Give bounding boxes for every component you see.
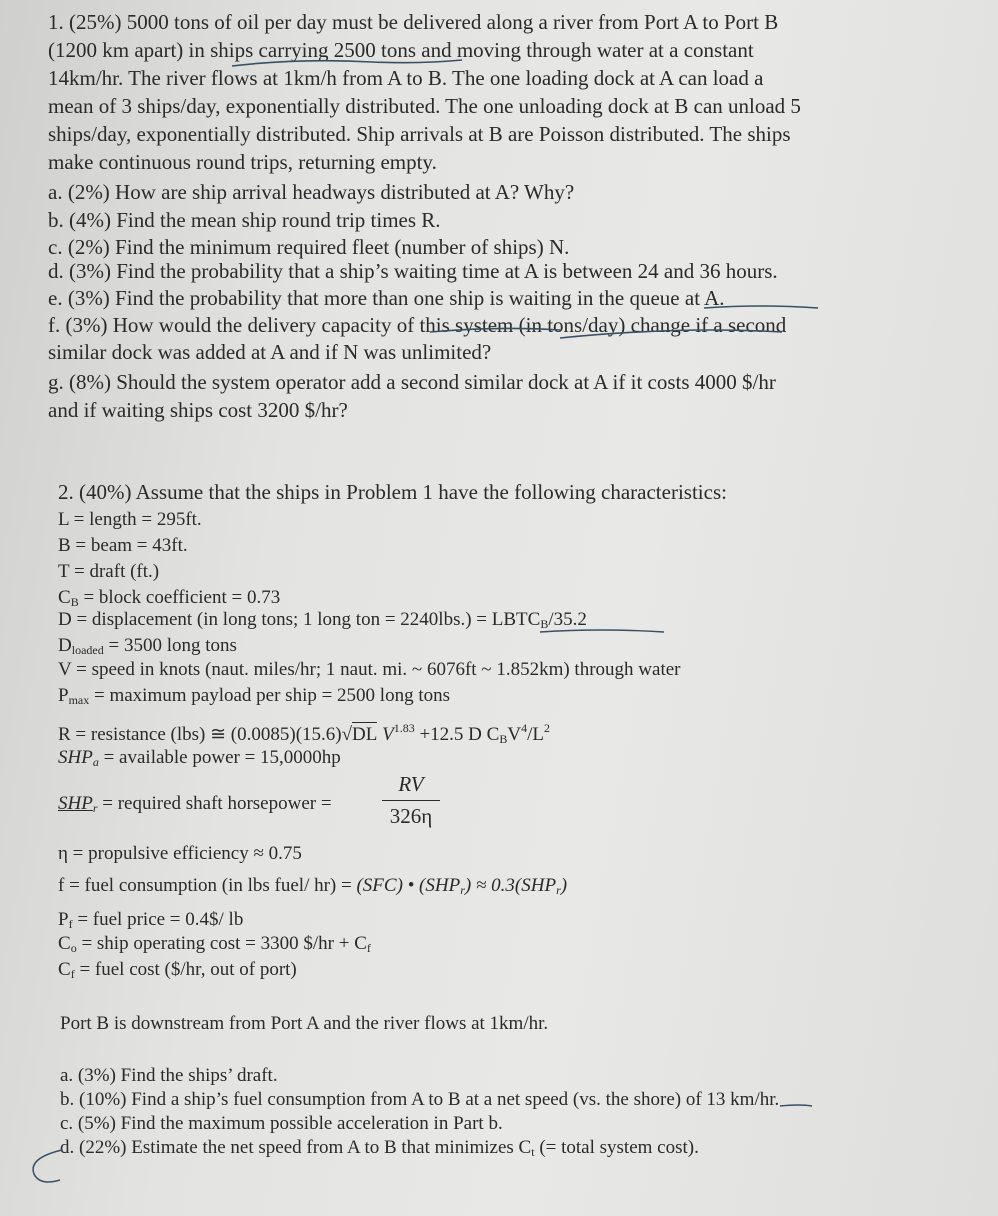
p2-propulsive-efficiency: η = propulsive efficiency ≈ 0.75 [58,843,302,864]
dloaded-text: = 3500 long tons [103,635,237,656]
displacement-formula-sub: B [540,617,549,631]
pf-text: = fuel price = 0.4$/ lb [72,909,244,930]
p2-part-c: c. (5%) Find the maximum possible acceleration in Part b. [60,1113,503,1134]
p2-intro: 2. (40%) Assume that the ships in Problem 1 have the following characteristics: [58,480,727,504]
fuel-text: f = fuel consumption (in lbs fuel/ hr) = [58,875,357,896]
resistance-v: V [377,724,394,745]
cf-symbol: C [58,959,71,980]
p2-length: L = length = 295ft. [58,509,202,530]
p1-part-d: d. (3%) Find the probability that a ship’s waiting time at A is between 24 and 36 hours. [48,259,778,283]
p2-part-d [60,1136,699,1164]
fuel-sfc: (SFC) • (SHP [356,875,461,896]
p2-part-d-sub: t [531,1145,535,1159]
p2-available-power [58,746,341,774]
dloaded-symbol: D [58,635,72,656]
resistance-term2: +12.5 D C [414,724,500,745]
p1-intro-line-4: mean of 3 ships/day, exponentially distributed. The one unloading dock at B can unload 5 [48,94,801,118]
p1-part-g: g. (8%) Should the system operator add a second similar dock at A if it costs 4000 $/hr [48,370,776,394]
p2-part-a: a. (3%) Find the ships’ draft. [60,1065,278,1086]
p2-note: Port B is downstream from Port A and the river flows at 1km/hr. [60,1013,549,1034]
p2-part-d-text: d. (22%) Estimate the net speed from A to B that minimizes C [60,1137,532,1158]
pmax-symbol: P [58,685,69,706]
cb-text: = block coefficient = 0.73 [78,587,281,608]
shpr-fraction [382,772,440,829]
resistance-l: /L [527,724,544,745]
pmax-text: = maximum payload per ship = 2500 long tons [89,685,451,706]
cf-text: = fuel cost ($/hr, out of port) [74,959,297,980]
cb-symbol: C [58,587,71,608]
p1-intro-line-2: (1200 km apart) in ships carrying 2500 tons and moving through water at a constant [48,38,754,62]
fuel-approx: ) ≈ 0.3(SHP [464,875,557,896]
resistance-l-exp: 2 [543,721,550,735]
shpa-text: = available power = 15,0000hp [98,747,341,768]
p1-part-b: b. (4%) Find the mean ship round trip times R. [48,208,441,232]
co-text: = ship operating cost = 3300 $/hr + C [76,933,367,954]
fuel-sfc-sub: r [460,883,465,897]
pf-symbol: P [58,909,69,930]
p2-draft: T = draft (ft.) [58,561,160,582]
p2-speed: V = speed in knots (naut. miles/hr; 1 naut. mi. ~ 6076ft ~ 1.852km) through water [58,659,681,680]
shpa-symbol: SHP [58,747,93,768]
pf-sub: f [68,917,73,931]
resistance-v2: V [507,724,522,745]
p2-beam: B = beam = 43ft. [58,535,188,556]
p1-intro-line-1: 1. (25%) 5000 tons of oil per day must be delivered along a river from Port A to Port B [48,10,779,34]
p2-required-power [58,792,332,820]
p2-displacement [58,608,587,636]
displacement-text: D = displacement (in long tons; 1 long ton = 2240lbs.) = [58,609,492,630]
displacement-formula: LBTC [491,609,541,630]
displacement-formula-tail: /35.2 [548,609,587,630]
fuel-approx-sub: r [556,883,561,897]
resistance-text: R = resistance (lbs) ≅ (0.0085)(15.6)√ [58,724,353,745]
cf-sub: f [70,967,75,981]
p2-fuel-consumption [58,874,567,902]
p1-intro-line-5: ships/day, exponentially distributed. Ship arrivals at B are Poisson distributed. The ships [48,122,791,146]
fuel-close: ) [560,875,568,896]
p2-part-b: b. (10%) Find a ship’s fuel consumption from A to B at a net speed (vs. the shore) of 13 km/hr. [60,1089,780,1110]
resistance-exponent: 1.83 [393,721,415,735]
cb-sub: B [70,595,79,609]
p2-part-d-tail: (= total system cost). [534,1137,699,1158]
p2-max-payload [58,684,450,712]
p1-intro-line-3: 14km/hr. The river flows at 1km/h from A to B. The one loading dock at A can load a [48,66,764,90]
shpr-symbol: SHP [58,793,93,814]
pmax-sub: max [68,693,90,707]
co-tail-sub: f [366,941,371,955]
fraction-bar [382,800,440,801]
resistance-v-exp: 4 [521,721,528,735]
resistance-cb-sub: B [499,732,508,746]
p1-part-f: f. (3%) How would the delivery capacity of this system (in tons/day) change if a second [48,313,787,337]
underline-mark [780,1105,812,1106]
co-sub: o [70,941,77,955]
shpr-denominator: 326η [389,804,433,828]
p1-part-c: c. (2%) Find the minimum required fleet (number of ships) N. [48,235,570,259]
p1-part-a: a. (2%) How are ship arrival headways distributed at A? Why? [48,180,575,204]
shpr-text: = required shaft horsepower = [97,793,332,814]
p1-part-f-cont: similar dock was added at A and if N was unlimited? [48,340,492,364]
resistance-radicand: DL [352,724,378,745]
shpa-sub: a [92,755,99,769]
p2-operating-cost [58,932,371,960]
p2-fuel-cost [58,958,297,986]
dloaded-sub: loaded [71,643,104,657]
pencil-scribble [33,1150,62,1182]
p1-intro-line-6: make continuous round trips, returning empty. [48,150,437,174]
co-symbol: C [58,933,71,954]
p1-part-e: e. (3%) Find the probability that more than one ship is waiting in the queue at A. [48,286,725,310]
shpr-numerator: RV [398,772,424,796]
p1-part-g-cont: and if waiting ships cost 3200 $/hr? [48,398,348,422]
shpr-sub: r [92,801,98,815]
